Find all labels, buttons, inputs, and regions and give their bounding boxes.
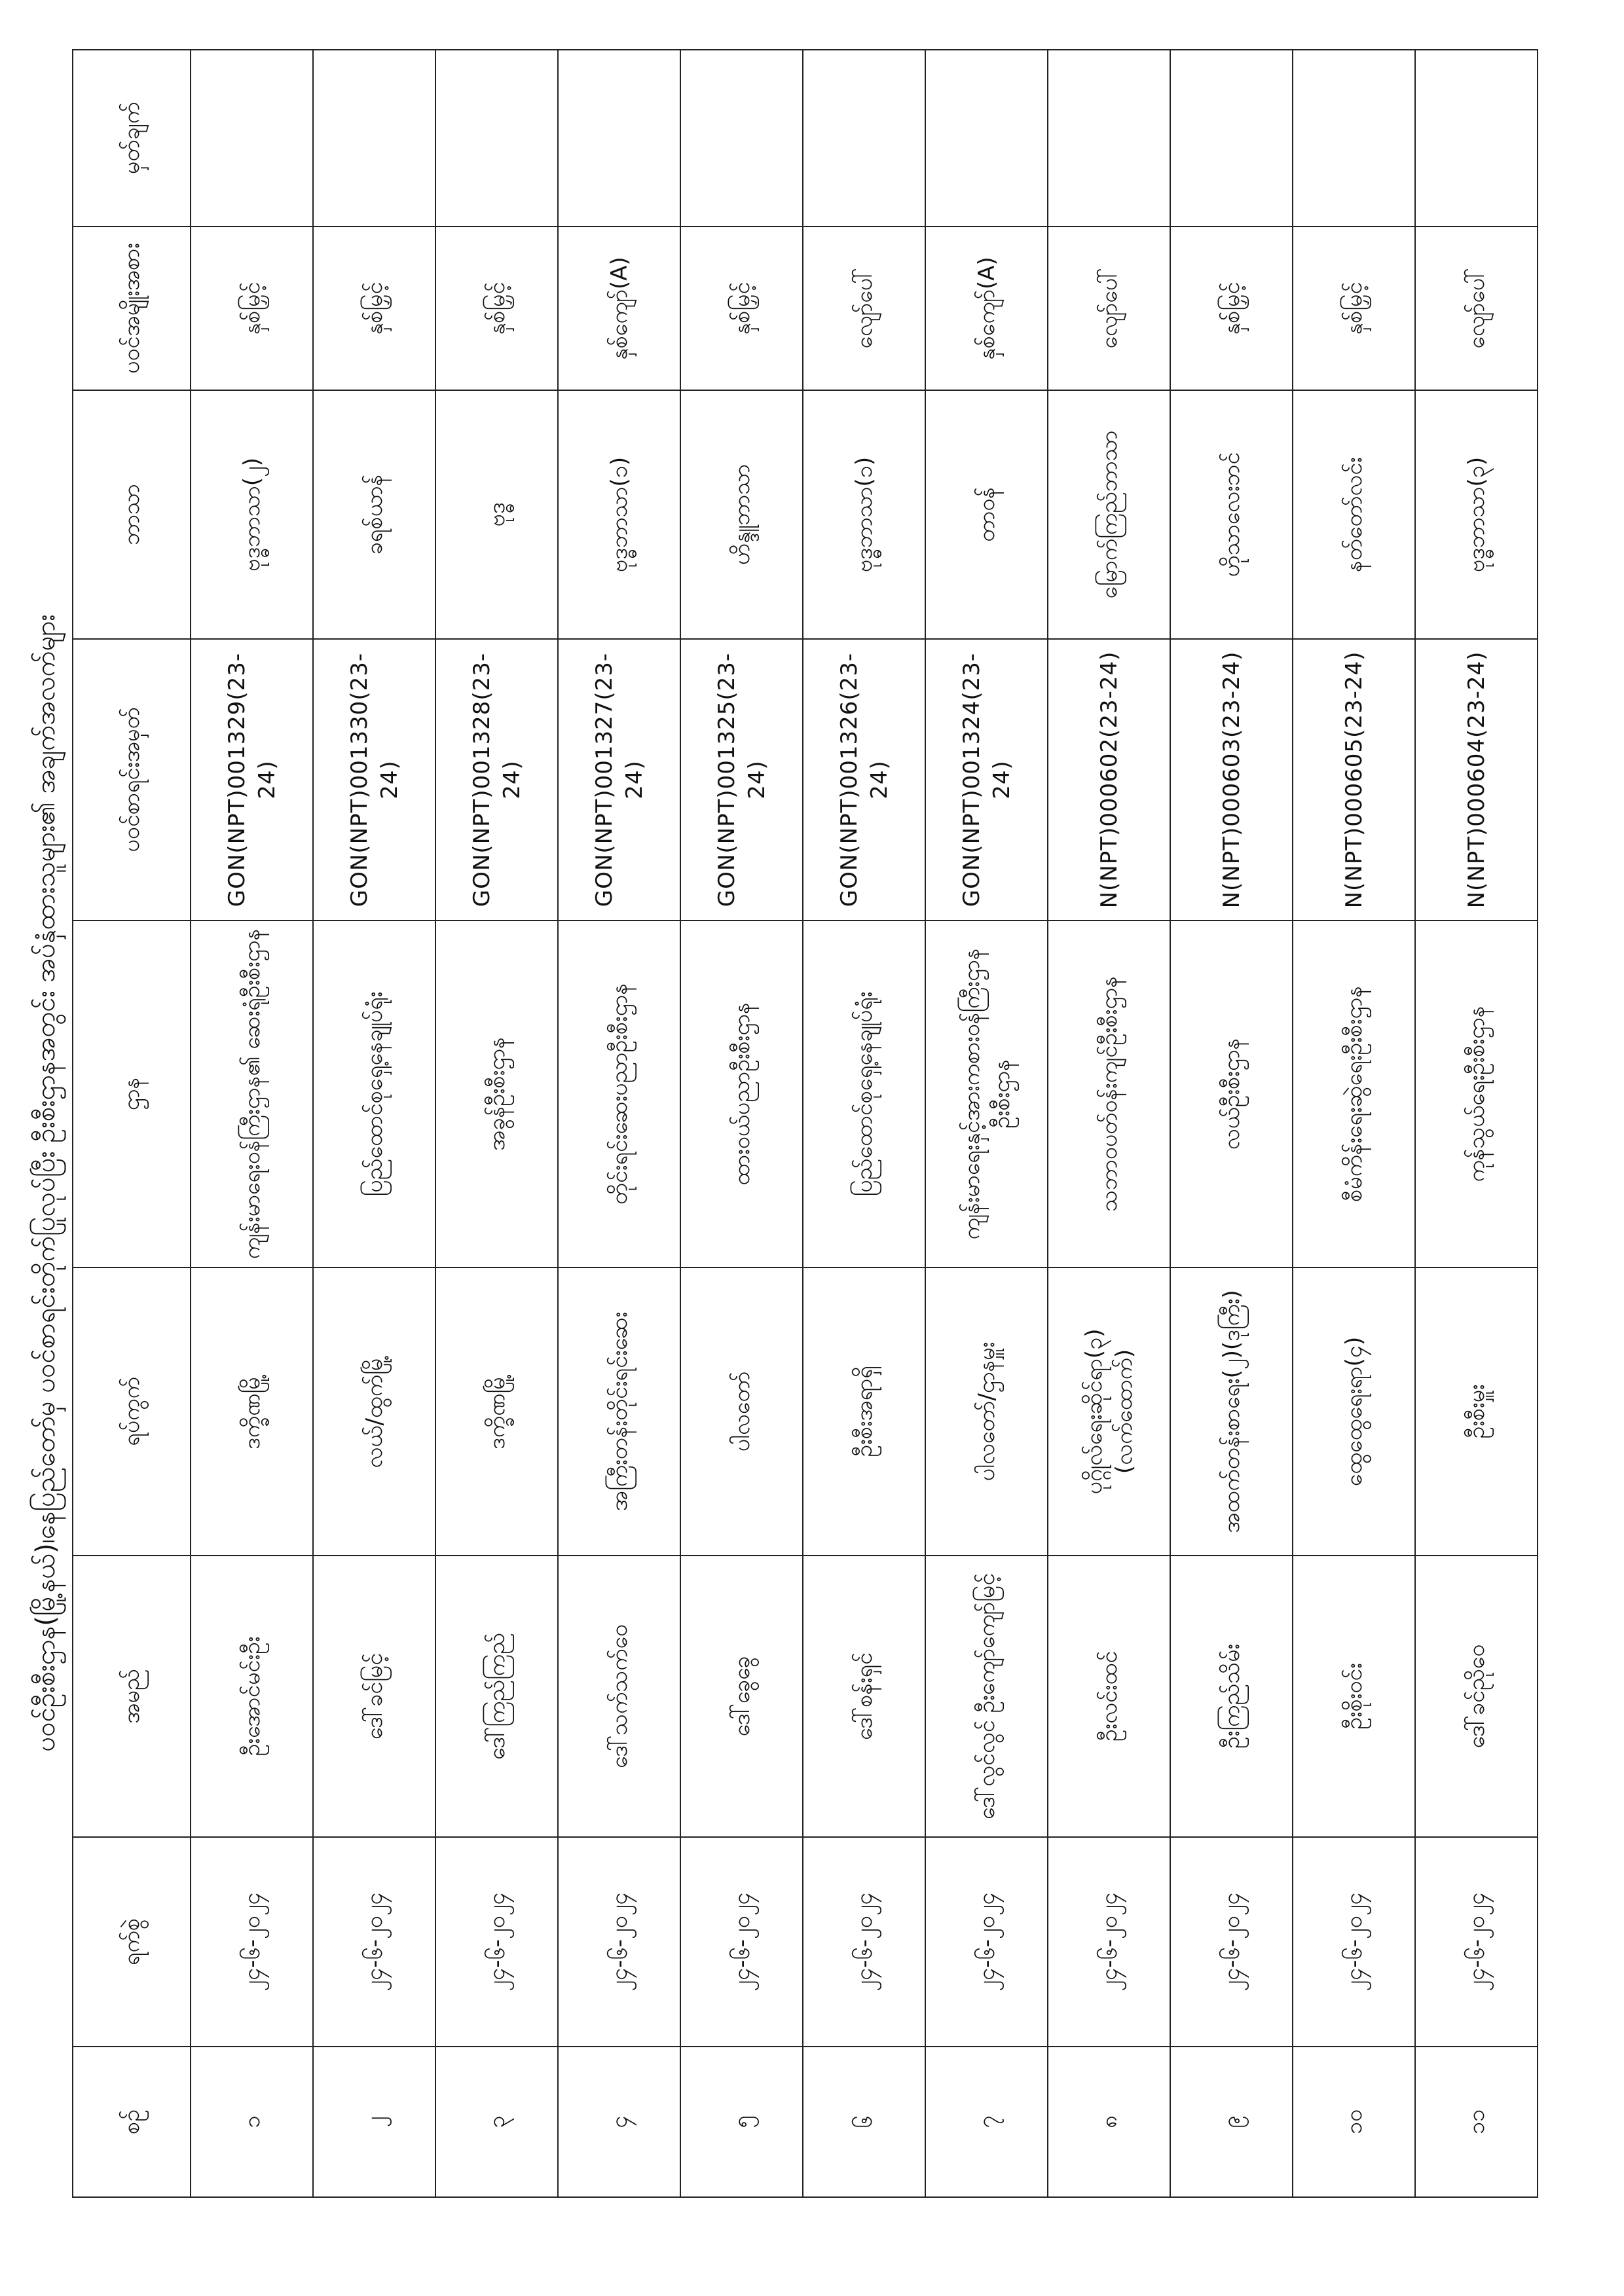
cell-department: လယ်ဦးစီးဌာန [1170,920,1293,1267]
cell-no: ၉ [1170,2047,1293,2197]
cell-remark [803,50,925,227]
cell-code: GON(NPT)001329(23-24) [191,639,313,920]
cell-religion: ဗုဒ္ဓ [435,390,558,639]
table-row [1415,50,1538,2197]
header-code: ပဝင်စာရင်းအမှတ် [73,639,191,920]
cell-type: နှစ်မြှင့် [313,227,435,390]
table-row [435,50,558,2197]
table-row [1170,50,1293,2197]
cell-code: N(NPT)000604(23-24) [1415,639,1538,920]
cell-remark [1415,50,1538,227]
cell-ward: ဒက္ခိဏမြို့ [191,1267,313,1556]
cell-date: ၂၄-၆-၂၀၂၄ [680,1837,803,2047]
cell-department: ကျန်းမာရေးနှင့်အားကစားဝန်ကြီးဌာန ဦးစီးဌာန [925,920,1048,1267]
cell-no: ၅ [680,2047,803,2197]
cell-name: ဦးလင်းထင် [1048,1556,1170,1837]
cell-date: ၂၄-၆-၂၀၂၄ [313,1837,435,2047]
cell-no: ၄ [558,2047,680,2197]
cell-date: ၂၄-၆-၂၀၂၄ [1293,1837,1415,2047]
cell-no: ၃ [435,2047,558,2197]
table-row [680,50,803,2197]
cell-religion: ခရစ်ယာန် [313,390,435,639]
cell-remark [925,50,1048,227]
cell-code: GON(NPT)001328(23-24) [435,639,558,920]
cell-no: ၁၁ [1415,2047,1538,2197]
cell-ward: ပါလတော်/ဌာနမှူး [925,1267,1048,1556]
cell-department: တိုင်းရင်းဆေးပညာဦးစီးဌာန [558,920,680,1267]
table-row [1293,50,1415,2197]
cell-no: ၁ [191,2047,313,2197]
cell-religion: ဗုဒ္ဓဘာသာ(၂) [191,390,313,639]
cell-type: လျော်ပေါ် [1048,227,1170,390]
table-row [558,50,680,2197]
cell-department: သဘာဝပတ်ဝန်းကျင်ဦးစီးဌာန [1048,920,1170,1267]
table-header-row [73,50,191,2197]
cell-no: ၁၀ [1293,2047,1415,2197]
cell-code: GON(NPT)001324(23-24) [925,639,1048,920]
cell-religion: ဗုဒ္ဓဘာသာ(၁) [558,390,680,639]
table-row [803,50,925,2197]
cell-no: ၈ [1048,2047,1170,2197]
cell-date: ၂၄-၆-၂၀၂၄ [1415,1837,1538,2047]
cell-ward: အကြီးတန်းတိုင်းရင်းဆေး [558,1267,680,1556]
cell-type: လျော်ပေါ် [803,227,925,390]
cell-name: ဦးကြည်သိမ်း [1170,1556,1293,1837]
cell-type: နှစ်မြှင့် [435,227,558,390]
cell-type: နှစ်မြှင့် [1293,227,1415,390]
header-type: ပဝင်အမျိုးအစား [73,227,191,390]
header-ward: ရပ်ကွက် [73,1267,191,1556]
cell-no: ၆ [803,2047,925,2197]
cell-name: ဒေါ်စန်းရှင် [803,1556,925,1837]
header-no: စဉ် [73,2047,191,2197]
cell-type: နှစ်မြှင့် [1170,227,1293,390]
header-religion: ဘာသာ [73,390,191,639]
cell-date: ၂၄-၆-၂၀၂၄ [1170,1837,1293,2047]
cell-religion: တာဝန် [925,390,1048,639]
cell-name: ဒေါ်ခွေခွေ [680,1556,803,1837]
cell-department: အခွန်ဦးစီးဌာန [435,920,558,1267]
cell-no: ၇ [925,2047,1048,2197]
cell-remark [191,50,313,227]
cell-type: နှစ်ကျော်(A) [925,227,1048,390]
table-row [1048,50,1170,2197]
table-row [925,50,1048,2197]
cell-remark [680,50,803,227]
cell-type: နှစ်မြှင့် [191,227,313,390]
cell-type: နှစ်ကျော်(A) [558,227,680,390]
cell-code: GON(NPT)001327(23-24) [558,639,680,920]
cell-date: ၂၄-၆-၂၀၂၄ [435,1837,558,2047]
cell-date: ၂၄-၆-၂၀၂၄ [191,1837,313,2047]
cell-department: ပြည်ထောင်စုရှေ့နေချုပ်ရုံး [313,920,435,1267]
table-row [313,50,435,2197]
cell-name: ဦးစိုးဝင်း [1293,1556,1415,1837]
cell-remark [1293,50,1415,227]
cell-date: ၂၄-၆-၂၀၂၄ [803,1837,925,2047]
cell-name: ဒေါ်လွင်လွင် ဦးကျော်ကျော်မြင့် [925,1556,1048,1837]
page-title: ပဝင်ဦးစီးဌာန(မြို့နယ်)၊နေပြည်တော်မှ ပဝင်စာရင်းတိုက်ပြုလုပ်ပြီး ဦးစီးဌာနအတွင်း အပ်နှံထားသူများ၏ အချက်အလက်များ [31,614,61,1752]
cell-type: လျော်ပေါ် [1415,227,1538,390]
cell-ward: ပုဂ္ဂိုလ်ရေးဆိုင်ရာ(၃)(လက်ထောက်) [1048,1267,1170,1556]
cell-code: GON(NPT)001330(23-24) [313,639,435,920]
cell-remark [1170,50,1293,227]
cell-religion: ဗုဒ္ဓဘာသာ(၁) [803,390,925,639]
cell-type: နှစ်မြှင့် [680,227,803,390]
cell-religion: နတ်တော်လင်း [1293,390,1415,639]
cell-ward: ဦးစီးမှူး [1415,1267,1538,1556]
cell-ward: ဦးစီးအရာရှိ [803,1267,925,1556]
cell-remark [1048,50,1170,227]
cell-code: GON(NPT)001325(23-24) [680,639,803,920]
cell-department: ပြည်ထောင်စုရှေ့နေချုပ်ရုံး [803,920,925,1267]
header-department: ဌာန [73,920,191,1267]
cell-name: ဦးအောင်မင်းဦး [191,1556,313,1837]
cell-name: ဒေါ်ကြည်ကြည် [435,1556,558,1837]
cell-department: ထားဝယ်ပညာဦးစီးဌာန [680,920,803,1267]
cell-remark [313,50,435,227]
cell-code: N(NPT)000605(23-24) [1293,639,1415,920]
cell-religion: ဟိန္ဒူဘာသာ [680,390,803,639]
cell-ward: ပါလတော် [680,1267,803,1556]
cell-religion: ဟိုသာလေးဘင် [1170,390,1293,639]
register-table [72,49,1538,2198]
cell-department: ကုန်သွယ်ရေးဦးစီးဌာန [1415,920,1538,1267]
cell-date: ၂၄-၆-၂၀၂၄ [558,1837,680,2047]
cell-religion: မြောက်ကြည်ဘာသာ [1048,390,1170,639]
cell-ward: ဒက္ခိဏမြို့ [435,1267,558,1556]
cell-code: N(NPT)000603(23-24) [1170,639,1293,920]
cell-name: ဒေါ်ခင်မြင့် [313,1556,435,1837]
cell-date: ၂၄-၆-၂၀၂၄ [1048,1837,1170,2047]
header-date: ရက်စွဲ [73,1837,191,2047]
cell-code: N(NPT)000602(23-24) [1048,639,1170,920]
cell-date: ၂၄-၆-၂၀၂၄ [925,1837,1048,2047]
cell-religion: ဗုဒ္ဓဘာသာ(၃) [1415,390,1538,639]
cell-no: ၂ [313,2047,435,2197]
header-name: အမည် [73,1556,191,1837]
cell-ward: အထက်တန်းစာရေး(၂)(ဒုကြီး) [1170,1267,1293,1556]
cell-ward: လယ်/ထွက်မြို့ [313,1267,435,1556]
cell-name: ဒေါ်ခင်ညိုဝေ [1415,1556,1538,1837]
cell-department: ကျန်းမာရေးဝန်ကြီးဌာန၏ ဆေးရုံဦးစီးဌာန [191,920,313,1267]
cell-ward: ထွေထွေရေးရာ(၄) [1293,1267,1415,1556]
cell-code: GON(NPT)001326(23-24) [803,639,925,920]
cell-department: စီမံကိန်းရေးဆွဲရေးဦးစီးဌာန [1293,920,1415,1267]
table-row [191,50,313,2197]
cell-name: ဒေါ်သက်သက်ဝေ [558,1556,680,1837]
cell-remark [435,50,558,227]
header-remark: မှတ်ချက် [73,50,191,227]
table-body [191,50,1538,2197]
cell-remark [558,50,680,227]
